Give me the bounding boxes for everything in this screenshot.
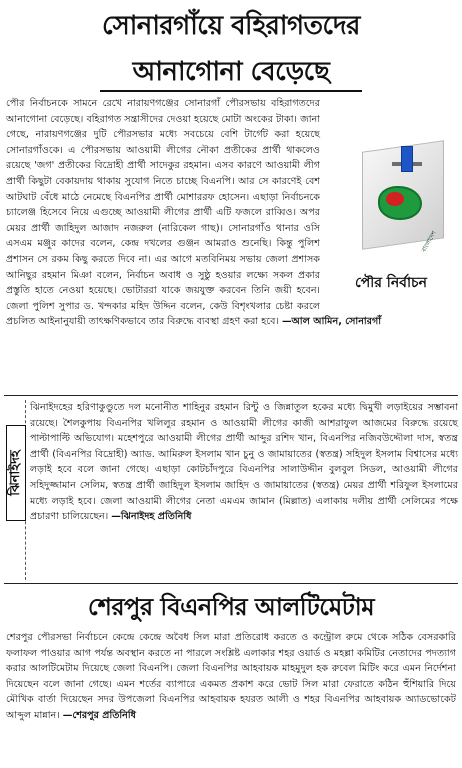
photo-caption: পৌর নির্বাচন <box>326 276 456 292</box>
ballot-box-photo <box>326 146 456 296</box>
section-divider <box>4 395 458 396</box>
story2-credit: —ঝিনাইদহ প্রতিনিধি <box>111 511 192 523</box>
location-tag-label: ঝিনাইদহ <box>6 425 26 521</box>
emblem-sun <box>386 192 404 206</box>
story1-body: পৌর নির্বাচনকে সামনে রেখে নারায়ণগঞ্জের সোনারগাঁ পৌরসভায় বহিরাগতদের আনাগোনা বেড়েছে। বহিরাগত সন্ত্রাসীদের দেওয়া হয়েছে মোটা অংকের টাকা। জানা গেছে, নারায়ণগঞ্জের দুটি পৌরসভার মধ্যে সবচেয়ে বেশি টার্গেট করা হয়েছে সোনারগাঁওকে। এ পৌরসভায় আওয়ামী লীগের নৌকা প্রতীকের প্রার্থী থাকলেও রয়েছে 'জগ' প্রতীকের বিদ্রোহী প্রার্থী সাদেকুর রহমান। এসব কারণে আওয়ামী লীগ প্রার্থী কিছুটা বেকায়দায় থাকায় সুযোগ নিতে চাচ্ছে বিএনপি। আর সে কারণেই বেশ আটঘাট বেঁধে মাঠে নেমেছে বিএনপির প্রার্থী মোশাররফ হোসেন। এছাড়া নির্বাচনকে চ্যালেঞ্জ হিসেবে নিয়ে এগুচ্ছে আওয়ামী লীগের প্রার্থী এটি ফজলে রাব্বিও। অপর মেয়র প্রার্থী জাহিদুল আজাদ নজরুল (নারিকেল গাছ)। সোনারগাঁও থানার ওসি এসএম মঞ্জুর কাদের বলেন, কেন্দ্র দখলের গুঞ্জন আমরাও শুনেছি। কিন্তু পুলিশ প্রশাসন সে রকম কিছু করতে দিবে না। এর আগে মতবিনিময় সভায় জেলা প্রশাসক আনিছুর রহমান মিঞা বলেন, নির্বাচন অবাধ ও সুষ্ঠু হওয়ার লক্ষ্যে সকল প্রকার প্রস্তুতি হাতে নেওয়া হয়েছে। ভোটাররা যাকে জয়যুক্ত করবেন তিনি জয়ী হবেন। জেলা পুলিশ সুপার ড. খন্দকার মহিদ উদ্দিন বলেন, কেউ বিশৃংখলার চেষ্টা করলে প্রচলিত আইনানুযায়ী তাৎক্ষণিকভাবে তার বিরুদ্ধে ব্যবস্থা গ্রহণ করা হবে। <box>6 98 320 328</box>
story1-credit: —আল আমিন, সোনারগাঁ <box>281 316 382 328</box>
story2-article <box>30 400 458 580</box>
section-divider <box>4 583 458 584</box>
story3-body: শেরপুর পৌরসভা নির্বাচনে কেন্দ্রে কেন্দ্রে অবৈধ সিল মারা প্রতিরোধ করতে ও কন্ট্রোল রুমে থেকে সঠিক বেসরকারি ফলাফল পাওয়ার আগ পর্যন্ত অবস্থান করতে না পারলে সংশ্লিষ্ট এলাকার শহর ওয়ার্ড ও মহল্লা কমিটির নেতাদের পদত্যাগ করার আলটিমেটাম দিয়েছে জেলা বিএনপি। জেলা বিএনপির আহবায়ক মাহমুদুল হক রুবেল মিটিং করে এমন নির্দেশনা দিয়েছেন বলে জানা গেছে। এমন শর্তের ব্যাপারে একমত প্রকাশ করে ভোট সিল মারা ফেরাতে কঠিন হুঁশিয়ারি দিয়ে মৌখিক বার্তা দিয়েছেন সদর উপজেলা বিএনপির আহবায়ক হযরত আলী ও শহর বিএনপির আহবায়ক অ্যাডভোকেট আব্দুল মান্নান। <box>6 632 457 721</box>
headline-underline <box>100 90 362 92</box>
story3-credit: —শেরপুর প্রতিনিধি <box>62 709 136 721</box>
story3-article <box>6 630 456 765</box>
story1-headline-line2: আনাগোনা বেড়েছে <box>132 57 330 87</box>
location-tag <box>4 425 28 525</box>
story3-headline: শেরপুর বিএনপির আলটিমেটাম <box>87 592 375 621</box>
ballot-box-stamp: বাংলাদেশ <box>420 229 439 254</box>
story1-headline-line1: সোনারগাঁয়ে বহিরাগতদের <box>102 11 360 41</box>
ballot-paper <box>401 146 413 172</box>
story1-article <box>6 96 456 392</box>
story2-body: ঝিনাইদহের হরিণাকুণ্ডুতে দল মনোনীত শাহিনুর রহমান রিন্টু ও জিন্নাতুল হকের মধ্যে দ্বিমুখী লড়াইয়ের সম্ভাবনা রয়েছে। শৈলকুপায় বিএনপির খলিলুর রহমান ও আওয়ামী লীগের কাজী আশরাফুল আজমের বিরুদ্ধে রয়েছে পাল্টাপাল্টি অভিযোগ। মহেশপুরে আওয়ামী লীগের প্রার্থী আব্দুর রশিদ খান, বিএনপির নজিবউদ্দৌলা দাস, স্বতন্ত্র প্রার্থী (বিএনপির বিদ্রোহী) অ্যাড. আমিরুল ইসলাম খান চুনু ও জামায়াতের (স্বতন্ত্র) সহিদুল ইসলাম বিশ্বাসের মধ্যে লড়াই হবে বলে জানা গেছে। এছাড়া কোটচাঁদপুরে বিএনপির সালাউদ্দীন বুলবুল সিডল, আওয়ামী লীগের সহিদুজ্জামান সেলিম, স্বতন্ত্র প্রার্থী জাহিদুল ইসলাম জাহিদ ও জামায়াতের (স্বতন্ত্র) মেয়র প্রার্থী শরিফুল ইসলামের মধ্যে লড়াই হবে। জেলা আওয়ামী লীগের নেতা এমএম জামান (মিল্লাত) এলাকায় দলীয় প্রার্থী সেলিমের পক্ষে প্রচারণা চালিয়েছেন। <box>30 402 458 523</box>
